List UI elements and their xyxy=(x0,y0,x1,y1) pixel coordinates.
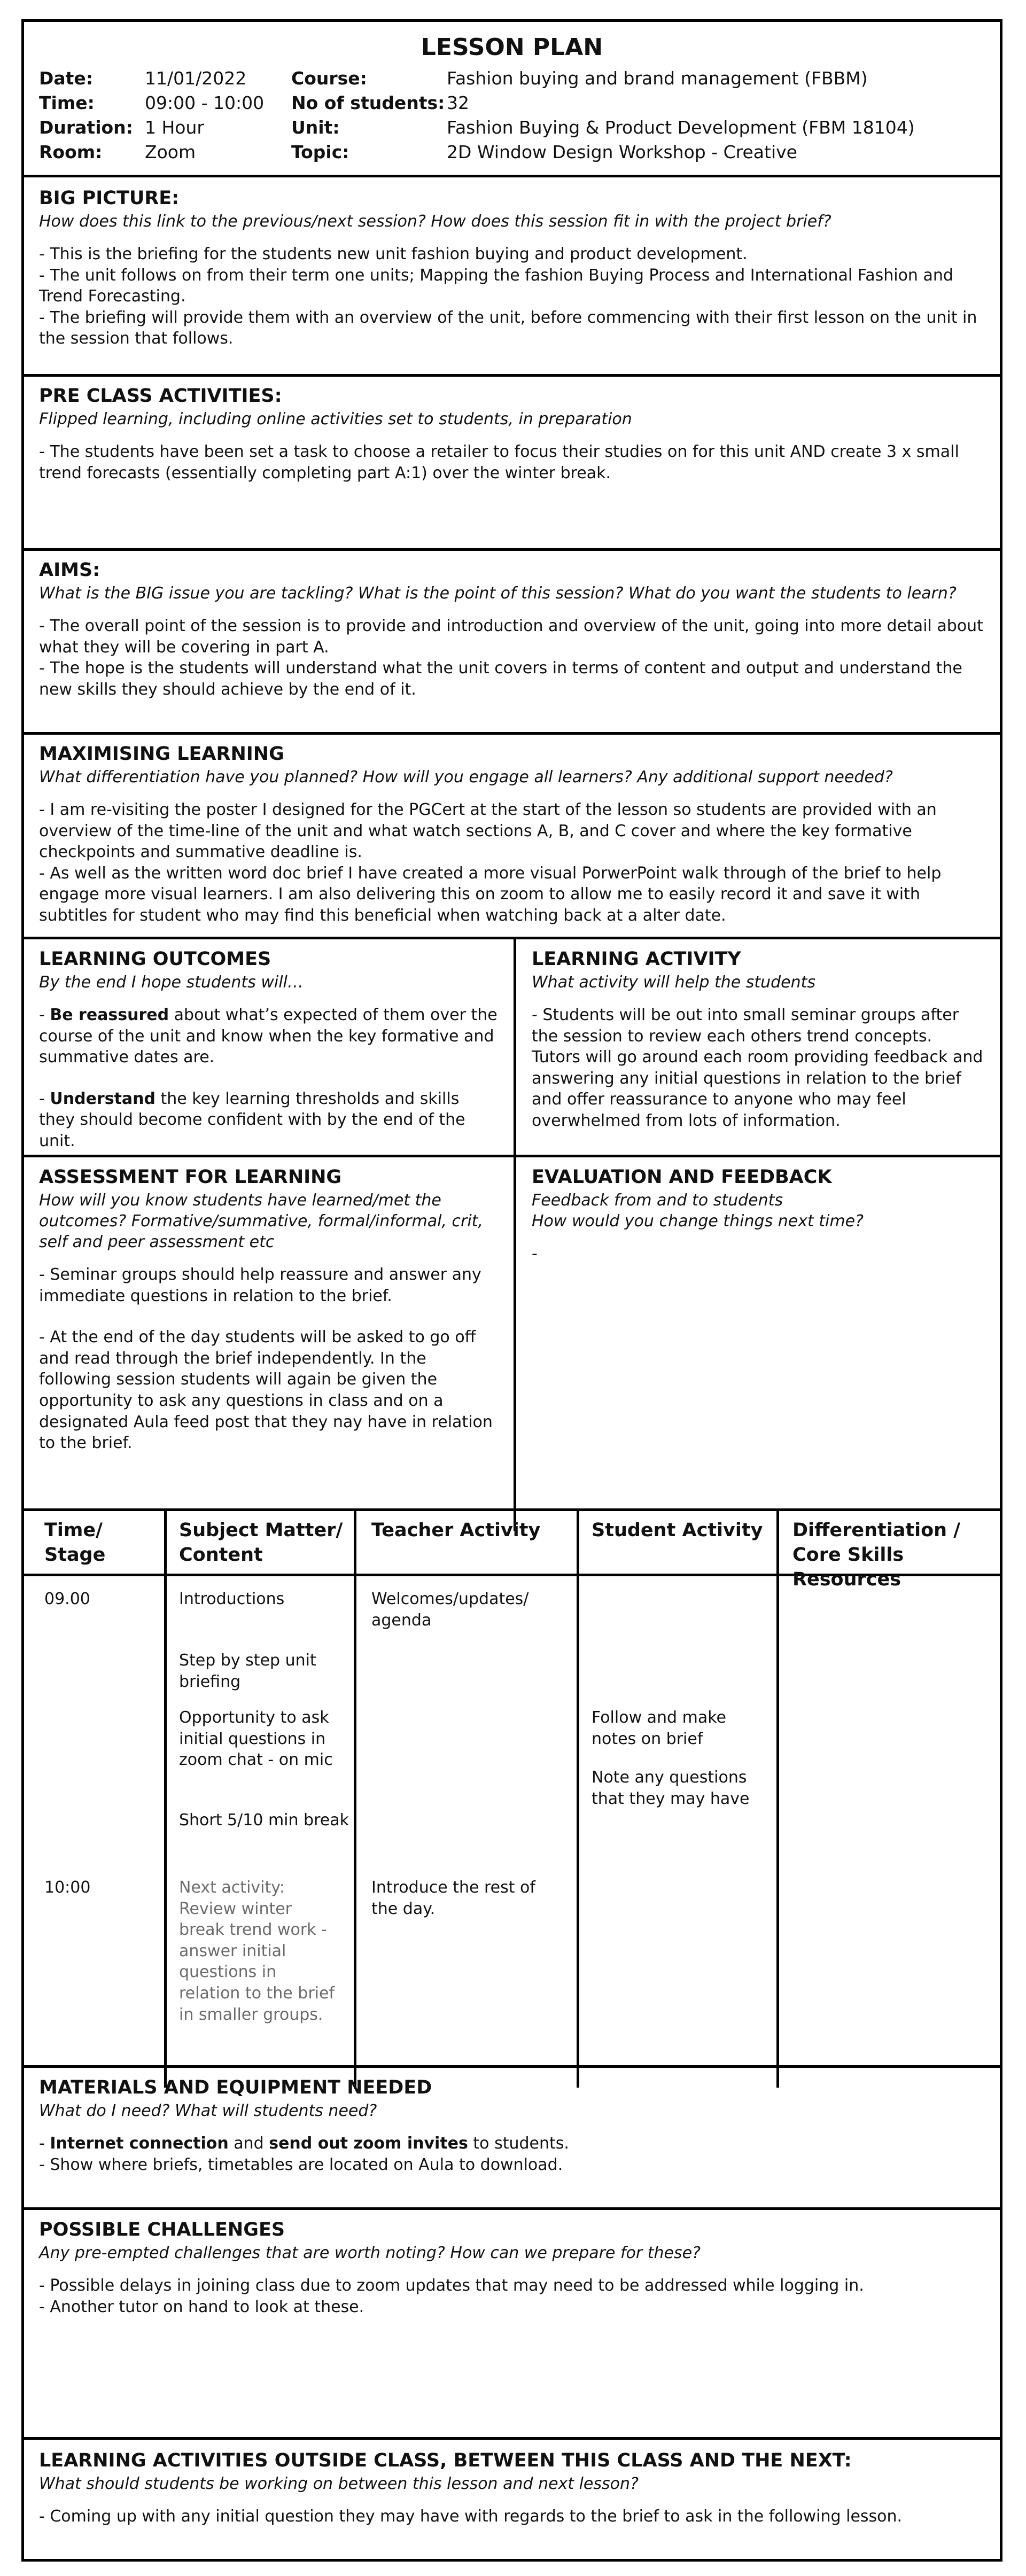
col-header-differentiation: Differentiation / Core Skills Resources xyxy=(792,1520,961,1591)
activity-text: - Students will be out into small seminar groups after the session to review each others trend concepts. Tutors will go around each room providing feedback and answering any initial questions in relation to the brief and offer reassurance to anyone who may feel overwhelmed from lots of information. xyxy=(532,1006,983,1130)
time-cell: 09.00 xyxy=(44,1590,90,1608)
room-value: Zoom xyxy=(145,142,196,162)
content-cell: Next activity: Review winter break trend work - answer initial questions in relation to the brief in smaller groups. xyxy=(179,1878,335,2024)
duration-value: 1 Hour xyxy=(145,117,204,138)
maximising-title: MAXIMISING LEARNING xyxy=(39,743,284,765)
outcomes-section xyxy=(39,948,499,1152)
column-divider xyxy=(514,937,516,1531)
date-value: 11/01/2022 xyxy=(145,68,247,89)
student-cell: Note any questions that they may have xyxy=(592,1768,750,1808)
materials-section xyxy=(39,2077,985,2175)
big-picture-line: - The unit follows on from their term one units; Mapping the fashion Buying Process and International Fashion and Trend Forecasting. xyxy=(39,266,953,306)
table-divider xyxy=(577,1508,579,2088)
content-cell: Introductions xyxy=(179,1590,285,1608)
outcomes-subtitle: By the end I hope students will… xyxy=(39,973,304,992)
maximising-subtitle: What differentiation have you planned? How will you engage all learners? Any additional support needed? xyxy=(39,768,893,787)
student-cell: Follow and make notes on brief xyxy=(592,1708,726,1748)
teacher-cell: Introduce the rest of the day. xyxy=(371,1878,535,1918)
divider xyxy=(24,374,1000,377)
big-picture-subtitle: How does this link to the previous/next session? How does this session fit in with the project brief? xyxy=(39,212,831,231)
course-value: Fashion buying and brand management (FBBM) xyxy=(447,68,868,89)
aims-line: - The overall point of the session is to provide and introduction and overview of the unit, going into more detail about what they will be covering in part A. xyxy=(39,617,983,657)
divider xyxy=(24,2065,1000,2068)
materials-line: - Internet connection and send out zoom invites to students. xyxy=(39,2134,569,2153)
col-header-teacher: Teacher Activity xyxy=(371,1520,541,1541)
evaluation-subtitle: Feedback from and to students xyxy=(532,1191,783,1210)
materials-line: - Show where briefs, timetables are located on Aula to download. xyxy=(39,2155,563,2174)
challenges-title: POSSIBLE CHALLENGES xyxy=(39,2219,285,2240)
evaluation-text: - xyxy=(532,1244,538,1263)
divider xyxy=(24,2207,1000,2210)
divider xyxy=(24,732,1000,735)
pre-class-section xyxy=(39,385,985,484)
activity-title: LEARNING ACTIVITY xyxy=(532,948,741,970)
pre-class-line: - The students have been set a task to choose a retailer to focus their studies on for this unit AND create 3 x small trend forecasts (essentially completing part A:1) over the winter break. xyxy=(39,442,959,482)
content-cell: Opportunity to ask initial questions in zoom chat - on mic xyxy=(179,1708,333,1770)
outcome-item: - Be reassured about what’s expected of them over the course of the unit and know when the key formative and summative dates are. xyxy=(39,1006,498,1067)
duration-label: Duration: xyxy=(39,117,133,138)
assessment-line: - Seminar groups should help reassure and answer any immediate questions in relation to the brief. xyxy=(39,1265,481,1305)
maximising-line: - As well as the written word doc brief I have created a more visual PorwerPoint walk through of the brief to help engage more visual learners. I am also delivering this on zoom to allow me to easily record it and save it with subtitles for student who may find this beneficial when watching back at a alter date. xyxy=(39,863,942,925)
aims-title: AIMS: xyxy=(39,559,100,581)
divider xyxy=(24,175,1000,177)
activity-subtitle: What activity will help the students xyxy=(532,973,816,992)
date-label: Date: xyxy=(39,68,94,89)
topic-label: Topic: xyxy=(291,142,349,162)
table-divider xyxy=(164,1508,167,2088)
page-title: LESSON PLAN xyxy=(421,34,603,61)
course-label: Course: xyxy=(291,68,367,89)
materials-title: MATERIALS AND EQUIPMENT NEEDED xyxy=(39,2077,432,2098)
challenges-section xyxy=(39,2219,985,2317)
assessment-section xyxy=(39,1166,499,1454)
unit-label: Unit: xyxy=(291,117,340,138)
evaluation-section xyxy=(532,1166,983,1265)
assessment-subtitle: How will you know students have learned/met the outcomes? Formative/summative, formal/informal, crit, self and peer assessment etc xyxy=(39,1191,483,1251)
outside-class-subtitle: What should students be working on between this lesson and next lesson? xyxy=(39,2474,639,2493)
table-divider xyxy=(354,1508,356,2088)
outside-class-title: LEARNING ACTIVITIES OUTSIDE CLASS, BETWEEN THIS CLASS AND THE NEXT: xyxy=(39,2450,852,2471)
evaluation-subtitle: How would you change things next time? xyxy=(532,1212,864,1231)
aims-line: - The hope is the students will understand what the unit covers in terms of content and output and understand the new skills they should achieve by the end of it. xyxy=(39,659,962,699)
table-divider xyxy=(776,1508,779,2088)
topic-value: 2D Window Design Workshop - Creative xyxy=(447,142,797,162)
divider xyxy=(24,1508,1000,1511)
teacher-cell: Welcomes/updates/ agenda xyxy=(371,1590,529,1630)
big-picture-line: - This is the briefing for the students new unit fashion buying and product development. xyxy=(39,245,748,263)
divider xyxy=(24,548,1000,551)
big-picture-line: - The briefing will provide them with an overview of the unit, before commencing with their first lesson on the unit in the session that follows. xyxy=(39,308,977,348)
room-label: Room: xyxy=(39,142,103,162)
outcomes-title: LEARNING OUTCOMES xyxy=(39,948,271,970)
unit-value: Fashion Buying & Product Development (FBM 18104) xyxy=(447,117,915,138)
aims-subtitle: What is the BIG issue you are tackling? What is the point of this session? What do you want the students to learn? xyxy=(39,584,957,603)
time-label: Time: xyxy=(39,92,95,113)
students-value: 32 xyxy=(447,92,469,113)
big-picture-section xyxy=(39,188,985,349)
content-cell: Step by step unit briefing xyxy=(179,1651,316,1691)
lesson-plan-frame xyxy=(21,19,1002,2562)
challenges-line: - Possible delays in joining class due to zoom updates that may need to be addressed while logging in. xyxy=(39,2276,864,2295)
pre-class-title: PRE CLASS ACTIVITIES: xyxy=(39,385,282,407)
col-header-time: Time/ Stage xyxy=(44,1520,106,1566)
col-header-content: Subject Matter/ Content xyxy=(179,1520,343,1566)
big-picture-title: BIG PICTURE: xyxy=(39,188,180,209)
challenges-subtitle: Any pre-empted challenges that are worth noting? How can we prepare for these? xyxy=(39,2244,701,2262)
outside-class-section xyxy=(39,2450,985,2527)
outcome-item: - Understand the key learning thresholds and skills they should become confident with by the end of the unit. xyxy=(39,1089,465,1150)
time-value: 09:00 - 10:00 xyxy=(145,92,265,113)
challenges-line: - Another tutor on hand to look at these. xyxy=(39,2297,364,2316)
divider xyxy=(24,1155,1000,1157)
pre-class-subtitle: Flipped learning, including online activities set to students, in preparation xyxy=(39,410,632,429)
activity-section xyxy=(532,948,983,1132)
col-header-student: Student Activity xyxy=(592,1520,763,1541)
content-cell: Short 5/10 min break xyxy=(179,1811,349,1830)
aims-section xyxy=(39,559,985,700)
maximising-line: - I am re-visiting the poster I designed for the PGCert at the start of the lesson so students are provided with an overview of the time-line of the unit and what watch sections A, B, and C cover and where the key formative checkpoints and summative deadline is. xyxy=(39,800,937,862)
assessment-line: - At the end of the day students will be asked to go off and read through the brief independently. In the following session students will again be given the opportunity to ask any questions in class and on a designated Aula feed post that they nay have in relation to the brief. xyxy=(39,1328,493,1453)
outside-class-text: - Coming up with any initial question they may have with regards to the brief to ask in the following lesson. xyxy=(39,2507,903,2526)
evaluation-title: EVALUATION AND FEEDBACK xyxy=(532,1166,832,1188)
maximising-section xyxy=(39,743,985,927)
assessment-title: ASSESSMENT FOR LEARNING xyxy=(39,1166,342,1188)
students-label: No of students: xyxy=(291,92,445,113)
divider xyxy=(24,937,1000,939)
divider xyxy=(24,2437,1000,2440)
materials-subtitle: What do I need? What will students need? xyxy=(39,2102,377,2120)
time-cell: 10:00 xyxy=(44,1878,91,1897)
